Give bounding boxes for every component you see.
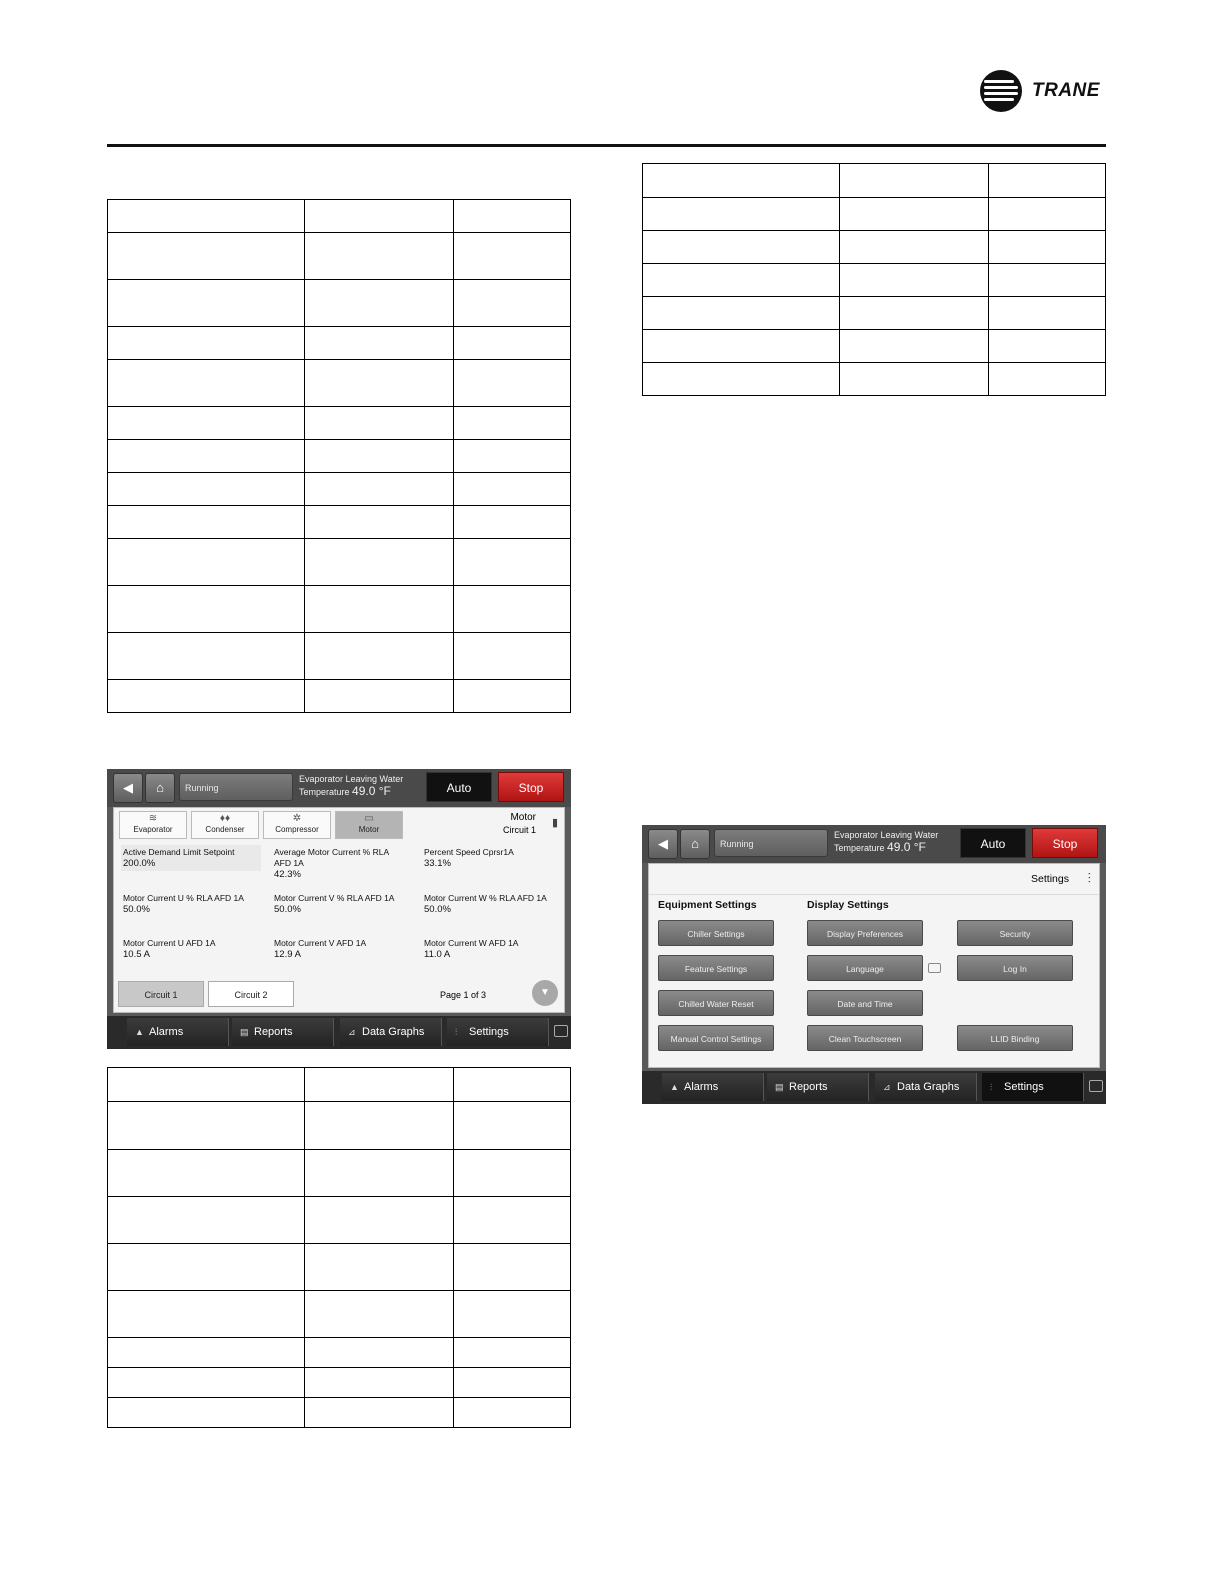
nav-label: Reports <box>789 1081 828 1093</box>
field-value: 50.0% <box>424 904 451 915</box>
settings-panel <box>648 863 1100 1068</box>
display-settings-header: Display Settings <box>807 899 889 911</box>
motor-screen <box>107 769 571 1049</box>
auto-button[interactable]: Auto <box>960 828 1026 858</box>
security-button[interactable]: Security <box>957 920 1073 946</box>
nav-label: Data Graphs <box>362 1026 425 1038</box>
field-label: Motor Current V AFD 1A <box>274 938 367 948</box>
table-left-bottom <box>107 1067 571 1428</box>
clean-touchscreen-button[interactable]: Clean Touchscreen <box>807 1025 923 1051</box>
field-label: Motor Current V % RLA AFD 1A <box>274 893 395 903</box>
nav-settings[interactable] <box>982 1073 1084 1101</box>
field-value: 12.9 A <box>274 949 301 960</box>
nav-label: Alarms <box>149 1026 184 1038</box>
bottom-nav <box>107 1016 571 1049</box>
document-icon: ▤ <box>775 1082 784 1092</box>
compressor-icon: ✲ <box>292 813 302 824</box>
field-label: Motor Current U % RLA AFD 1A <box>123 893 244 903</box>
document-icon: ▤ <box>240 1027 249 1037</box>
field-value: 200.0% <box>123 858 156 869</box>
panel-title: Settings <box>1031 873 1069 885</box>
tab-motor[interactable] <box>335 811 403 839</box>
nav-reports[interactable] <box>767 1073 869 1101</box>
evap-label-line1: Evaporator Leaving Water <box>834 830 939 840</box>
field-value: 50.0% <box>274 904 301 915</box>
tab-evaporator[interactable] <box>119 811 187 839</box>
chilled-water-reset-button[interactable]: Chilled Water Reset <box>658 990 774 1016</box>
auto-button[interactable]: Auto <box>426 772 492 802</box>
field-label: Active Demand Limit Setpoint <box>123 847 235 857</box>
field-percent-speed[interactable] <box>424 847 554 869</box>
back-arrow-icon: ◀ <box>658 836 668 851</box>
settings-screen <box>642 825 1106 1104</box>
feature-settings-button[interactable]: Feature Settings <box>658 955 774 981</box>
motor-icon: ▭ <box>364 813 374 824</box>
circuit-1-button[interactable]: Circuit 1 <box>118 981 204 1007</box>
nav-alarms[interactable] <box>662 1073 764 1101</box>
nav-label: Alarms <box>684 1081 719 1093</box>
field-motor-current-u-rla[interactable] <box>123 893 263 915</box>
field-label: Percent Speed Cprsr1A <box>424 847 514 857</box>
nav-label: Settings <box>469 1026 509 1038</box>
evaporator-icon: ≋ <box>148 813 158 824</box>
home-button[interactable] <box>145 773 175 803</box>
evap-label-line2: Temperature <box>299 787 350 797</box>
field-motor-current-w-rla[interactable] <box>424 893 564 915</box>
motor-panel <box>113 807 565 1013</box>
field-active-demand-limit[interactable] <box>121 845 261 871</box>
field-label: Motor Current W AFD 1A <box>424 938 519 948</box>
message-icon[interactable] <box>554 1025 568 1037</box>
sliders-icon: ⫶ <box>455 1027 458 1037</box>
display-preferences-button[interactable]: Display Preferences <box>807 920 923 946</box>
field-value: 33.1% <box>424 858 451 869</box>
status-box: Running <box>179 773 293 801</box>
nav-reports[interactable] <box>232 1018 334 1046</box>
log-in-button[interactable]: Log In <box>957 955 1073 981</box>
field-motor-current-v[interactable] <box>274 938 414 960</box>
manual-control-settings-button[interactable]: Manual Control Settings <box>658 1025 774 1051</box>
chiller-settings-button[interactable]: Chiller Settings <box>658 920 774 946</box>
nav-data-graphs[interactable] <box>875 1073 977 1101</box>
evap-label-line1: Evaporator Leaving Water <box>299 774 404 784</box>
top-bar <box>107 769 571 807</box>
message-icon[interactable] <box>1089 1080 1103 1092</box>
table-left-top <box>107 199 571 713</box>
back-button[interactable] <box>648 829 678 859</box>
circuit-2-button[interactable]: Circuit 2 <box>208 981 294 1007</box>
date-and-time-button[interactable]: Date and Time <box>807 990 923 1016</box>
settings-sliders-icon: ⫶ <box>1087 870 1091 886</box>
table-right-top <box>642 163 1106 396</box>
panel-title: Motor <box>510 812 536 823</box>
nav-label: Reports <box>254 1026 293 1038</box>
evap-label-line2: Temperature <box>834 843 885 853</box>
field-value: 11.0 A <box>424 949 451 960</box>
field-motor-current-v-rla[interactable] <box>274 893 414 915</box>
tab-compressor[interactable] <box>263 811 331 839</box>
stop-button[interactable]: Stop <box>498 772 564 802</box>
evap-temp-value: 49.0 °F <box>887 840 926 854</box>
bottom-nav <box>642 1071 1106 1104</box>
bell-icon: ▲ <box>670 1082 679 1092</box>
field-motor-current-u[interactable] <box>123 938 263 960</box>
language-button[interactable]: Language <box>807 955 923 981</box>
condenser-icon: ♦♦ <box>219 813 231 824</box>
graph-icon: ⊿ <box>348 1027 356 1037</box>
field-value: 42.3% <box>274 869 301 880</box>
llid-binding-button[interactable]: LLID Binding <box>957 1025 1073 1051</box>
chevron-down-icon: ▼ <box>540 987 550 998</box>
home-icon: ⌂ <box>691 836 699 851</box>
field-value: 50.0% <box>123 904 150 915</box>
status-box: Running <box>714 829 828 857</box>
tab-label: Condenser <box>205 825 245 834</box>
evap-temp-display <box>834 829 938 854</box>
panel-subtitle: Circuit 1 <box>502 825 536 835</box>
field-label: Motor Current U AFD 1A <box>123 938 216 948</box>
motor-panel-icon: ▮ <box>551 817 558 829</box>
field-value: 10.5 A <box>123 949 150 960</box>
field-label: Motor Current W % RLA AFD 1A <box>424 893 547 903</box>
back-button[interactable] <box>113 773 143 803</box>
nav-alarms[interactable] <box>127 1018 229 1046</box>
scroll-down-button[interactable] <box>532 980 558 1006</box>
brand-wordmark: TRANE <box>1032 80 1100 101</box>
top-bar <box>642 825 1106 863</box>
panel-title-block <box>503 811 536 837</box>
field-average-motor-current[interactable] <box>274 847 404 880</box>
header-rule <box>107 144 1106 147</box>
field-motor-current-w[interactable] <box>424 938 564 960</box>
nav-label: Data Graphs <box>897 1081 960 1093</box>
panel-divider <box>649 894 1099 895</box>
home-icon: ⌂ <box>156 780 164 795</box>
bell-icon: ▲ <box>135 1027 144 1037</box>
back-arrow-icon: ◀ <box>123 780 133 795</box>
tab-condenser[interactable] <box>191 811 259 839</box>
home-button[interactable] <box>680 829 710 859</box>
tab-label: Motor <box>358 825 380 834</box>
evap-temp-display <box>299 773 403 798</box>
nav-settings[interactable] <box>447 1018 549 1046</box>
evap-temp-value: 49.0 °F <box>352 784 391 798</box>
sliders-icon: ⫶ <box>990 1082 993 1092</box>
page-indicator: Page 1 of 3 <box>440 990 487 1000</box>
equipment-settings-header: Equipment Settings <box>658 899 757 911</box>
nav-label: Settings <box>1004 1081 1044 1093</box>
language-speech-icon <box>928 963 941 973</box>
field-label: Average Motor Current % RLA AFD 1A <box>274 847 389 868</box>
tab-label: Compressor <box>275 825 319 834</box>
nav-data-graphs[interactable] <box>340 1018 442 1046</box>
stop-button[interactable]: Stop <box>1032 828 1098 858</box>
graph-icon: ⊿ <box>883 1082 891 1092</box>
tab-label: Evaporator <box>133 825 173 834</box>
trane-logo <box>980 70 1110 114</box>
trane-globe-icon <box>980 70 1022 112</box>
